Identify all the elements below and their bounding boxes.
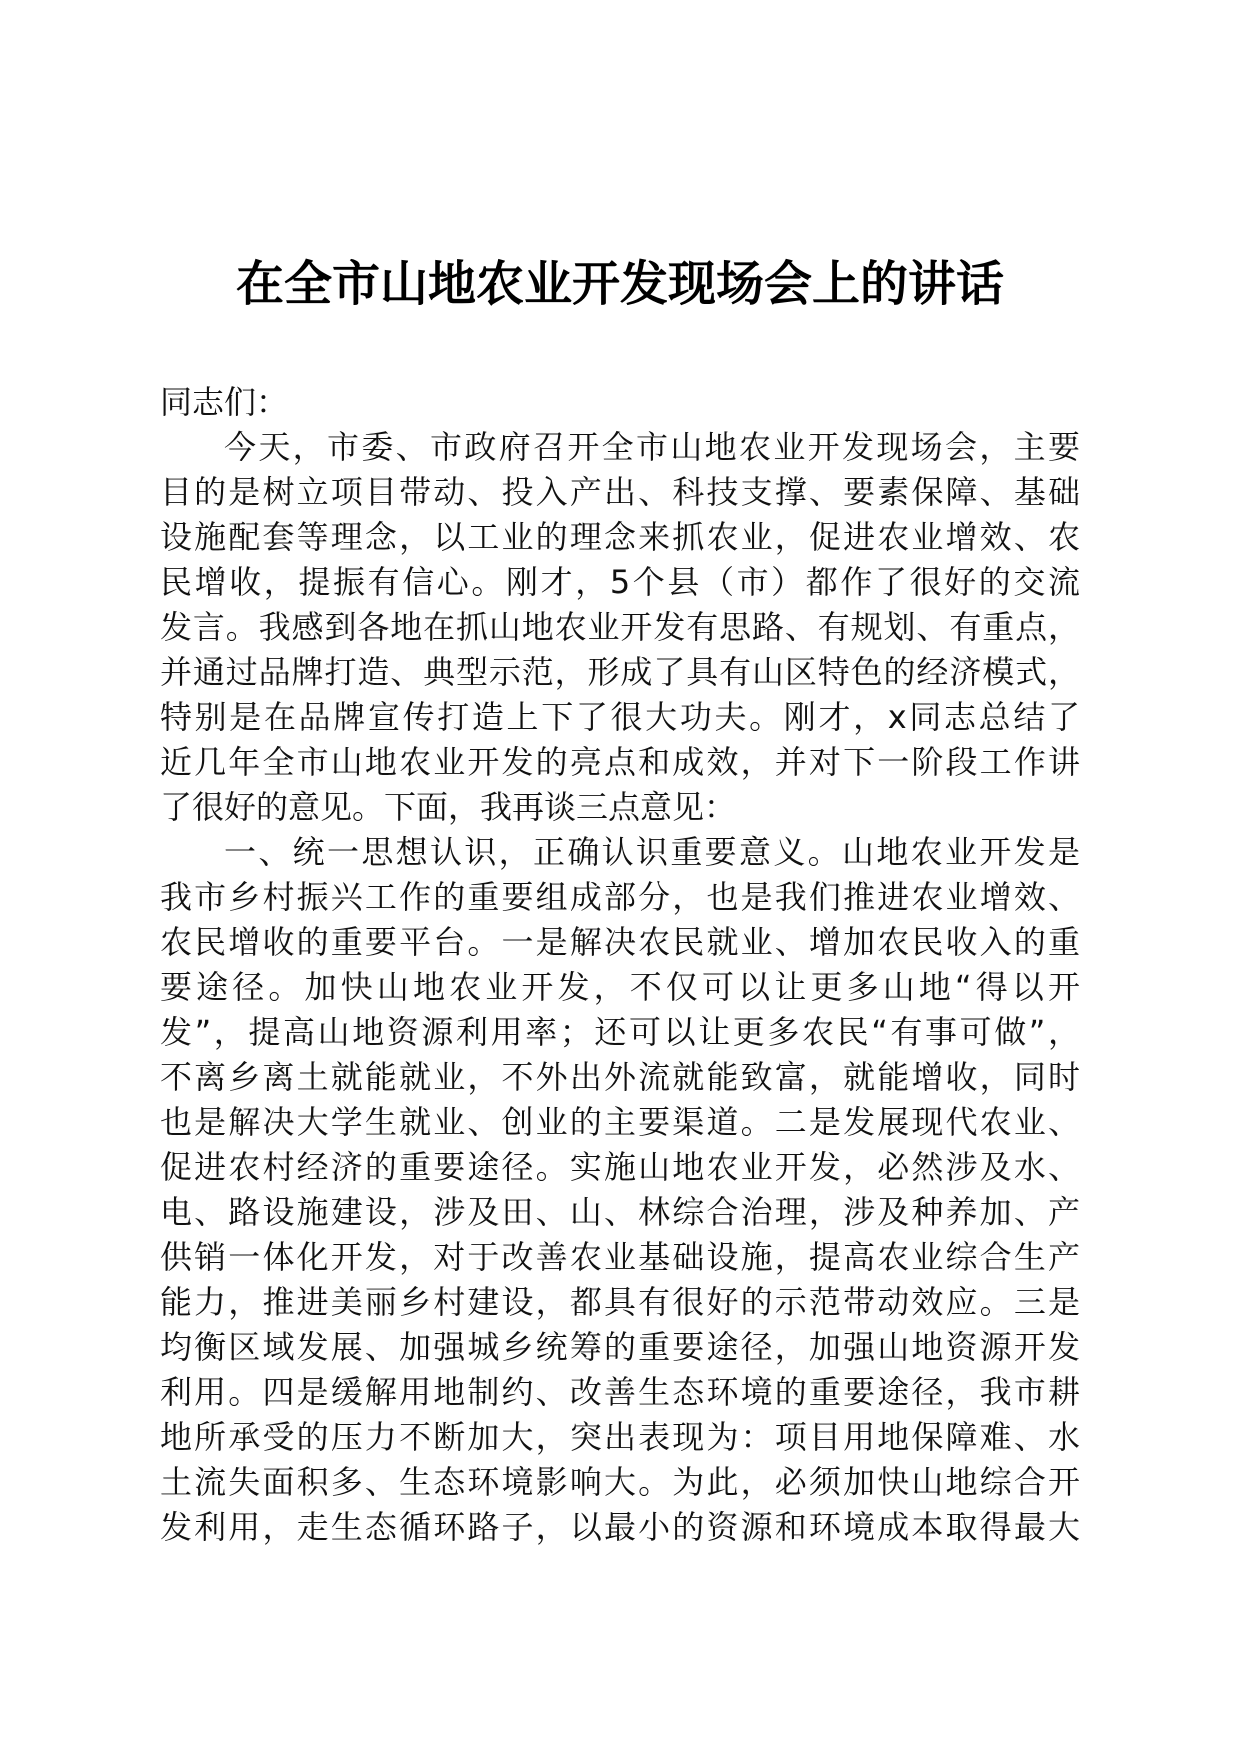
salutation: 同志们： — [160, 383, 289, 421]
paragraph-line: 均衡区域发展、加强城乡统筹的重要途径，加强山地资源开发 — [160, 1328, 1080, 1366]
paragraph-line: 要途径。加快山地农业开发，不仅可以让更多山地“得以开 — [160, 968, 1080, 1006]
paragraph-line: 也是解决大学生就业、创业的主要渠道。二是发展现代农业、 — [160, 1103, 1080, 1141]
paragraph-line: 土流失面积多、生态环境影响大。为此，必须加快山地综合开 — [160, 1463, 1080, 1501]
paragraph-line: 利用。四是缓解用地制约、改善生态环境的重要途径，我市耕 — [160, 1373, 1080, 1411]
paragraph-line: 了很好的意见。下面，我再谈三点意见： — [160, 788, 737, 826]
paragraph-line: 并通过品牌打造、典型示范，形成了具有山区特色的经济模式， — [160, 653, 1080, 691]
paragraph-line: 供销一体化开发，对于改善农业基础设施，提高农业综合生产 — [160, 1238, 1080, 1276]
paragraph-section-one — [160, 830, 1080, 1550]
paragraph-line: 设施配套等理念，以工业的理念来抓农业，促进农业增效、农 — [160, 518, 1080, 556]
paragraph-line: 民增收，提振有信心。刚才，5个县（市）都作了很好的交流 — [160, 563, 1080, 601]
paragraph-line: 发言。我感到各地在抓山地农业开发有思路、有规划、有重点， — [160, 608, 1080, 646]
paragraph-line: 一、统一思想认识，正确认识重要意义。山地农业开发是 — [224, 833, 1080, 871]
paragraph-line: 农民增收的重要平台。一是解决农民就业、增加农民收入的重 — [160, 923, 1080, 961]
paragraph-line: 促进农村经济的重要途径。实施山地农业开发，必然涉及水、 — [160, 1148, 1080, 1186]
paragraph-line: 目的是树立项目带动、投入产出、科技支撑、要素保障、基础 — [160, 473, 1080, 511]
paragraph-line: 不离乡离土就能就业，不外出外流就能致富，就能增收，同时 — [160, 1058, 1080, 1096]
paragraph-line: 能力，推进美丽乡村建设，都具有很好的示范带动效应。三是 — [160, 1283, 1080, 1321]
paragraph-intro — [160, 425, 1080, 830]
document-title: 在全市山地农业开发现场会上的讲话 — [235, 256, 1004, 312]
paragraph-line: 发利用，走生态循环路子，以最小的资源和环境成本取得最大 — [160, 1508, 1080, 1546]
paragraph-line: 我市乡村振兴工作的重要组成部分，也是我们推进农业增效、 — [160, 878, 1080, 916]
document-body — [160, 380, 1080, 1550]
paragraph-line: 近几年全市山地农业开发的亮点和成效，并对下一阶段工作讲 — [160, 743, 1080, 781]
paragraph-line: 电、路设施建设，涉及田、山、林综合治理，涉及种养加、产 — [160, 1193, 1080, 1231]
paragraph-line: 地所承受的压力不断加大，突出表现为：项目用地保障难、水 — [160, 1418, 1080, 1456]
paragraph-line: 发”，提高山地资源利用率；还可以让更多农民“有事可做”， — [160, 1013, 1080, 1051]
paragraph-line: 特别是在品牌宣传打造上下了很大功夫。刚才，x同志总结了 — [160, 698, 1080, 736]
paragraph-line: 今天，市委、市政府召开全市山地农业开发现场会，主要 — [224, 428, 1080, 466]
